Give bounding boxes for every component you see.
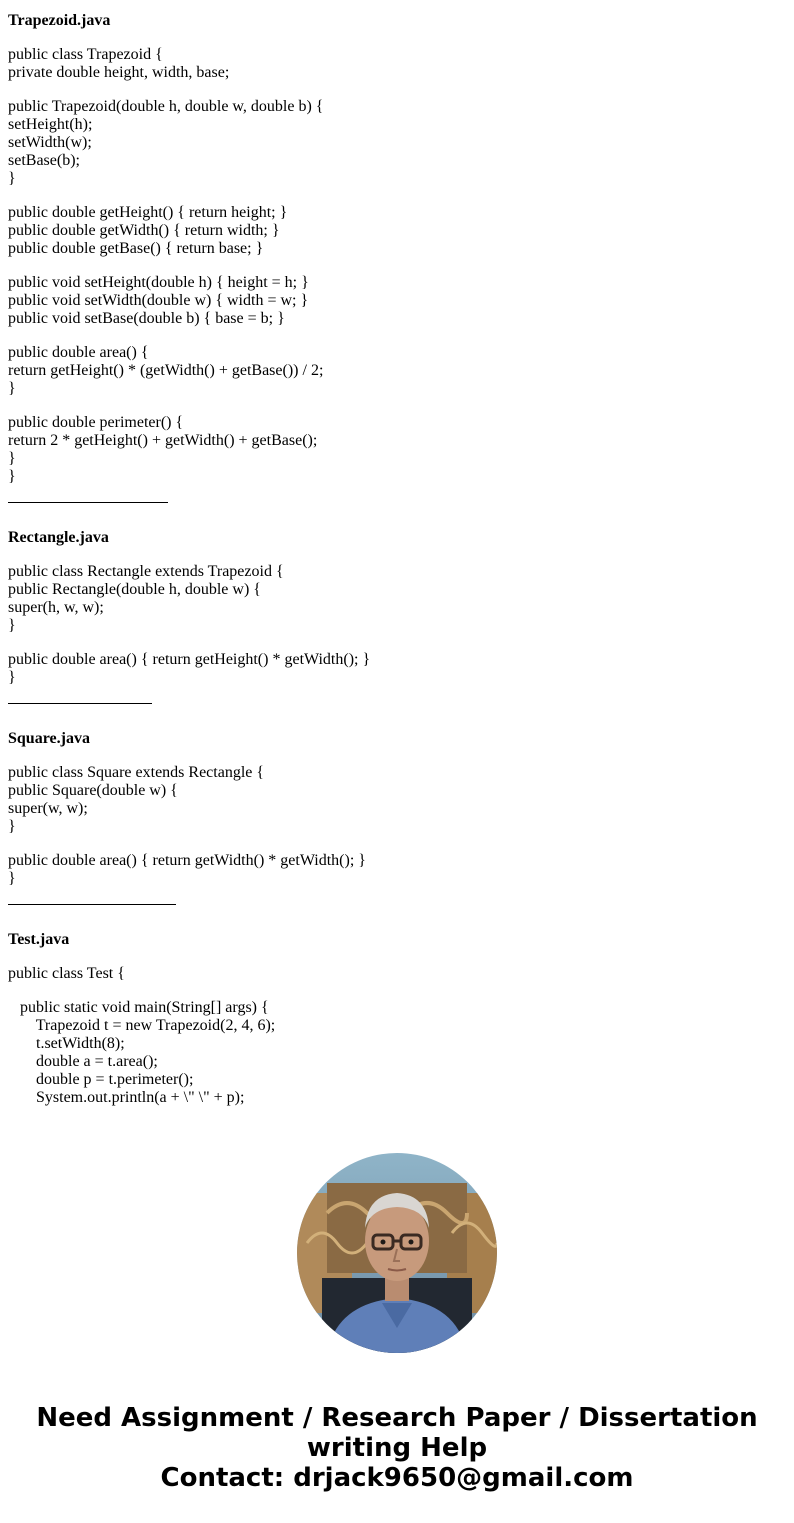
contact-email[interactable]: Contact: drjack9650@gmail.com (160, 1463, 634, 1493)
code-line: System.out.println(a + \" \" + p); (8, 1089, 245, 1106)
code-block (8, 563, 784, 635)
code-block (8, 274, 784, 328)
code-block (8, 414, 784, 486)
code-line: } (8, 818, 16, 835)
code-line: public void setWidth(double w) { width = w; } (8, 292, 309, 309)
code-line: public double area() { (8, 344, 149, 361)
code-block (8, 764, 784, 836)
code-line: public static void main(String[] args) { (8, 999, 269, 1016)
file-section-rectangle (8, 529, 784, 687)
code-line: super(w, w); (8, 800, 88, 817)
code-line: public double getWidth() { return width; } (8, 222, 280, 239)
code-block (8, 999, 784, 1107)
code-line: public class Rectangle extends Trapezoid { (8, 563, 284, 580)
code-line: setHeight(h); (8, 116, 93, 133)
author-avatar (297, 1153, 497, 1353)
file-title: Square.java (8, 730, 90, 747)
code-line: public Rectangle(double h, double w) { (8, 581, 261, 598)
avatar-portrait-icon (297, 1153, 497, 1353)
code-line: setWidth(w); (8, 134, 92, 151)
file-title: Trapezoid.java (8, 12, 111, 29)
code-block (8, 651, 784, 687)
code-line: } (8, 617, 16, 634)
code-line: Trapezoid t = new Trapezoid(2, 4, 6); (8, 1017, 276, 1034)
code-line: double p = t.perimeter(); (8, 1071, 194, 1088)
promo-line: writing Help (306, 1433, 488, 1463)
code-line: } (8, 380, 16, 397)
code-line: public Square(double w) { (8, 782, 178, 799)
code-line: double a = t.area(); (8, 1053, 158, 1070)
promo-line: Need Assignment / Research Paper / Dissertation (36, 1403, 758, 1433)
code-block (8, 965, 784, 983)
code-line: private double height, width, base; (8, 64, 230, 81)
code-line: public double area() { return getHeight() * getWidth(); } (8, 651, 371, 668)
code-block (8, 98, 784, 188)
code-line: t.setWidth(8); (8, 1035, 125, 1052)
code-line: setBase(b); (8, 152, 80, 169)
file-section-trapezoid (8, 12, 784, 486)
code-line: } (8, 870, 16, 887)
file-section-square (8, 730, 784, 888)
file-title: Test.java (8, 931, 70, 948)
code-block (8, 204, 784, 258)
file-section-test (8, 931, 784, 1107)
code-block (8, 852, 784, 888)
code-line: } (8, 468, 16, 485)
document-body (8, 12, 784, 1123)
code-line: } (8, 669, 16, 686)
code-line: public class Trapezoid { (8, 46, 163, 63)
code-line: public Trapezoid(double h, double w, double b) { (8, 98, 324, 115)
code-line: } (8, 450, 16, 467)
code-line: public double getBase() { return base; } (8, 240, 264, 257)
file-title: Rectangle.java (8, 529, 109, 546)
code-line: public double perimeter() { (8, 414, 184, 431)
code-line: return getHeight() * (getWidth() + getBase()) / 2; (8, 362, 324, 379)
code-line: public void setBase(double b) { base = b; } (8, 310, 285, 327)
section-divider (8, 904, 176, 905)
code-line: public class Test { (8, 965, 125, 982)
code-line: public void setHeight(double h) { height = h; } (8, 274, 309, 291)
code-line: public double getHeight() { return height; } (8, 204, 288, 221)
code-line: } (8, 170, 16, 187)
code-block (8, 46, 784, 82)
promo-banner (0, 1403, 794, 1493)
code-line: return 2 * getHeight() + getWidth() + getBase(); (8, 432, 318, 449)
section-divider (8, 502, 168, 503)
code-block (8, 344, 784, 398)
code-line: super(h, w, w); (8, 599, 104, 616)
code-line: public class Square extends Rectangle { (8, 764, 265, 781)
code-line: public double area() { return getWidth() * getWidth(); } (8, 852, 366, 869)
section-divider (8, 703, 152, 704)
